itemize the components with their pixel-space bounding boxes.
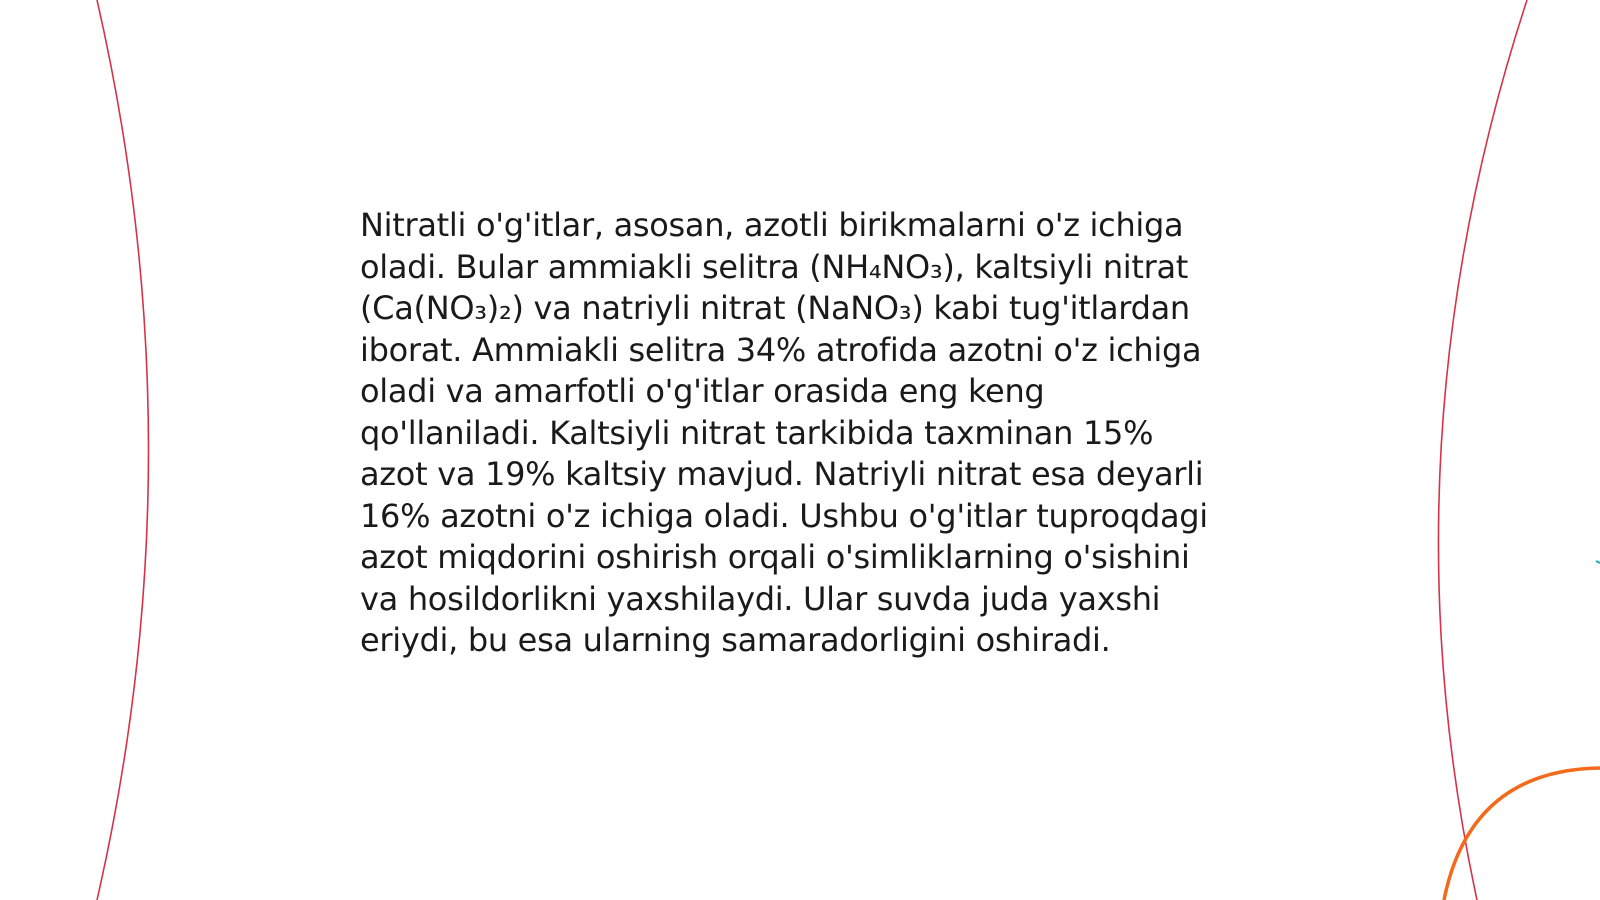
- paragraph-line: 16% azotni o'z ichiga oladi. Ushbu o'g'itlar tuproqdagi: [360, 496, 1208, 535]
- teal-accent: [1596, 561, 1600, 563]
- paragraph-line: azot miqdorini oshirish orqali o'simliklarning o'sishini: [360, 538, 1190, 576]
- paragraph-line: Nitratli o'g'itlar, asosan, azotli birikmalarni o'z ichiga: [360, 206, 1184, 244]
- body-paragraph: [360, 205, 1250, 662]
- paragraph-line: oladi. Bular ammiakli selitra (NH₄NO₃), kaltsiyli nitrat: [360, 247, 1189, 286]
- right-curve-line: [1438, 0, 1527, 900]
- left-curve-line: [97, 0, 149, 900]
- paragraph-line: (Ca(NO₃)₂) va natriyli nitrat (NaNO₃) kabi tug'itlardan: [360, 289, 1190, 327]
- paragraph-line: eriydi, bu esa ularning samaradorligini oshiradi.: [360, 621, 1111, 659]
- paragraph-line: qo'llaniladi. Kaltsiyli nitrat tarkibida taxminan 15%: [360, 413, 1154, 452]
- paragraph-line: azot va 19% kaltsiy mavjud. Natriyli nitrat esa deyarli: [360, 455, 1204, 493]
- orange-arc: [1444, 768, 1600, 900]
- paragraph-line: iborat. Ammiakli selitra 34% atrofida azotni o'z ichiga: [360, 330, 1202, 369]
- paragraph-line: va hosildorlikni yaxshilaydi. Ular suvda juda yaxshi: [360, 579, 1161, 618]
- paragraph-line: oladi va amarfotli o'g'itlar orasida eng keng: [360, 372, 1045, 410]
